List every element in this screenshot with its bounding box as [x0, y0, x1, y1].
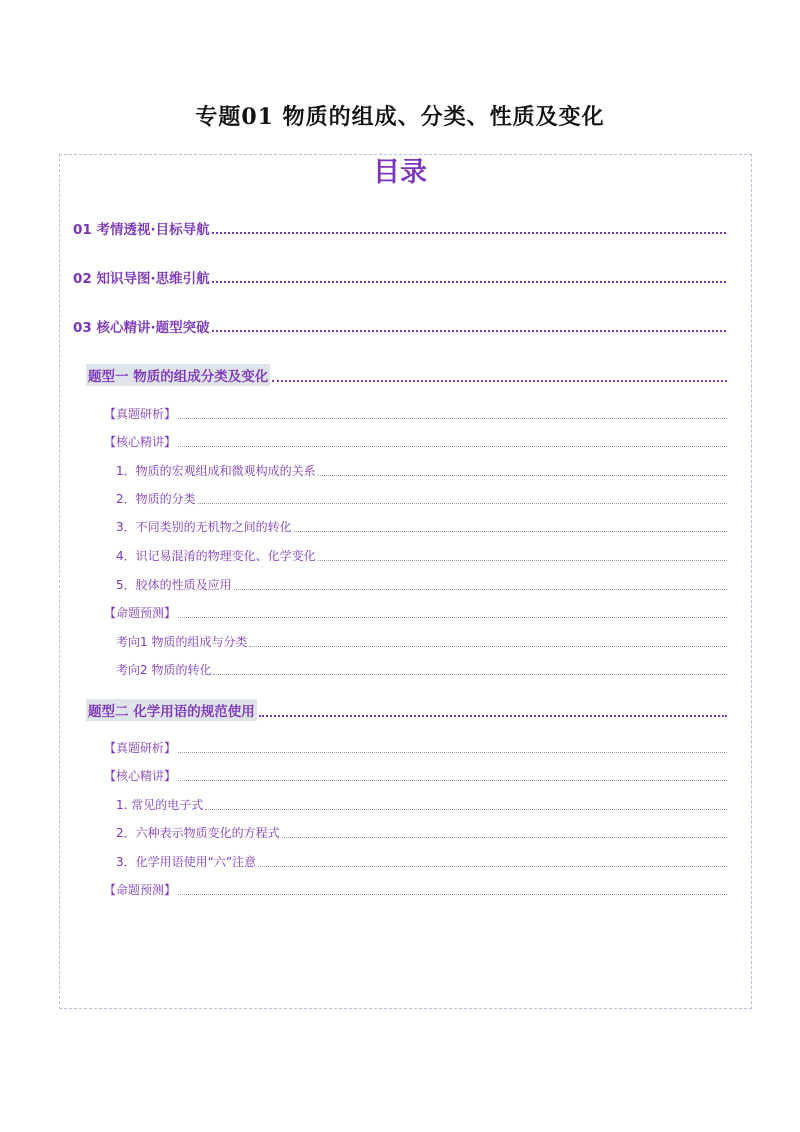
toc-item-point-1[interactable]	[116, 462, 727, 479]
toc-item-point-4[interactable]	[116, 547, 727, 564]
toc-type-label: 题型二 化学用语的规范使用	[86, 699, 257, 721]
toc-item-label: 3．不同类别的无机物之间的转化	[116, 520, 292, 534]
toc-item-label: 考向1 物质的组成与分类	[116, 635, 248, 649]
toc-item-label: 4．识记易混淆的物理变化、化学变化	[116, 549, 316, 563]
toc-item-point-1[interactable]	[116, 796, 727, 813]
toc-item-hexin[interactable]	[104, 433, 727, 450]
toc-leader-dots	[178, 752, 727, 753]
toc-item-label: 【真题研析】	[104, 407, 177, 421]
toc-item-point-2[interactable]	[116, 490, 727, 507]
toc-leader-dots	[272, 380, 727, 382]
toc-leader-dots	[212, 281, 726, 283]
toc-item-label: 1．物质的宏观组成和微观构成的关系	[116, 464, 316, 478]
toc-leader-dots	[318, 560, 727, 561]
toc-leader-dots	[294, 531, 727, 532]
toc-section-label: 01 考情透视·目标导航	[73, 222, 210, 238]
toc-item-label: 【命题预测】	[104, 883, 177, 897]
toc-leader-dots	[318, 475, 727, 476]
toc-item-hexin[interactable]	[104, 767, 727, 784]
toc-item-label: 【真题研析】	[104, 741, 177, 755]
toc-leader-dots	[205, 809, 727, 810]
toc-leader-dots	[212, 232, 726, 234]
document-title: 专题01 物质的组成、分类、性质及变化	[195, 104, 605, 130]
toc-leader-dots	[213, 674, 727, 675]
toc-item-label: 2．六种表示物质变化的方程式	[116, 826, 280, 840]
toc-item-point-2[interactable]	[116, 824, 727, 841]
toc-item-kaoxiang-2[interactable]	[116, 661, 727, 678]
toc-leader-dots	[212, 330, 726, 332]
toc-leader-dots	[282, 837, 727, 838]
toc-item-zhenti[interactable]	[104, 739, 727, 756]
toc-item-point-5[interactable]	[116, 576, 727, 593]
toc-item-label: 【核心精讲】	[104, 435, 177, 449]
toc-section-core[interactable]	[73, 316, 726, 336]
toc-item-zhenti[interactable]	[104, 405, 727, 422]
toc-type-one[interactable]	[86, 364, 727, 386]
toc-item-label: 2．物质的分类	[116, 492, 196, 506]
toc-item-kaoxiang-1[interactable]	[116, 633, 727, 650]
toc-leader-dots	[234, 589, 727, 590]
toc-leader-dots	[178, 617, 727, 618]
toc-section-mindmap[interactable]	[73, 267, 726, 287]
toc-leader-dots	[258, 866, 727, 867]
toc-leader-dots	[178, 446, 727, 447]
toc-item-point-3[interactable]	[116, 853, 727, 870]
toc-item-label: 考向2 物质的转化	[116, 663, 212, 677]
toc-leader-dots	[198, 503, 727, 504]
toc-section-overview[interactable]	[73, 218, 726, 238]
toc-item-yuce[interactable]	[104, 881, 727, 898]
toc-item-label: 【核心精讲】	[104, 769, 177, 783]
toc-item-point-3[interactable]	[116, 518, 727, 535]
toc-heading: 目录	[373, 157, 427, 188]
toc-leader-dots	[249, 646, 727, 647]
toc-type-label: 题型一 物质的组成分类及变化	[86, 364, 270, 386]
toc-leader-dots	[259, 715, 727, 717]
toc-type-two[interactable]	[86, 699, 727, 721]
toc-item-label: 【命题预测】	[104, 606, 177, 620]
toc-item-label: 3．化学用语使用“六”注意	[116, 855, 257, 869]
toc-leader-dots	[178, 418, 727, 419]
toc-section-label: 03 核心精讲·题型突破	[73, 320, 210, 336]
toc-leader-dots	[178, 780, 727, 781]
toc-item-yuce[interactable]	[104, 604, 727, 621]
toc-section-label: 02 知识导图·思维引航	[73, 271, 210, 287]
toc-item-label: 5．胶体的性质及应用	[116, 578, 232, 592]
toc-leader-dots	[178, 894, 727, 895]
toc-item-label: 1. 常见的电子式	[116, 798, 204, 812]
